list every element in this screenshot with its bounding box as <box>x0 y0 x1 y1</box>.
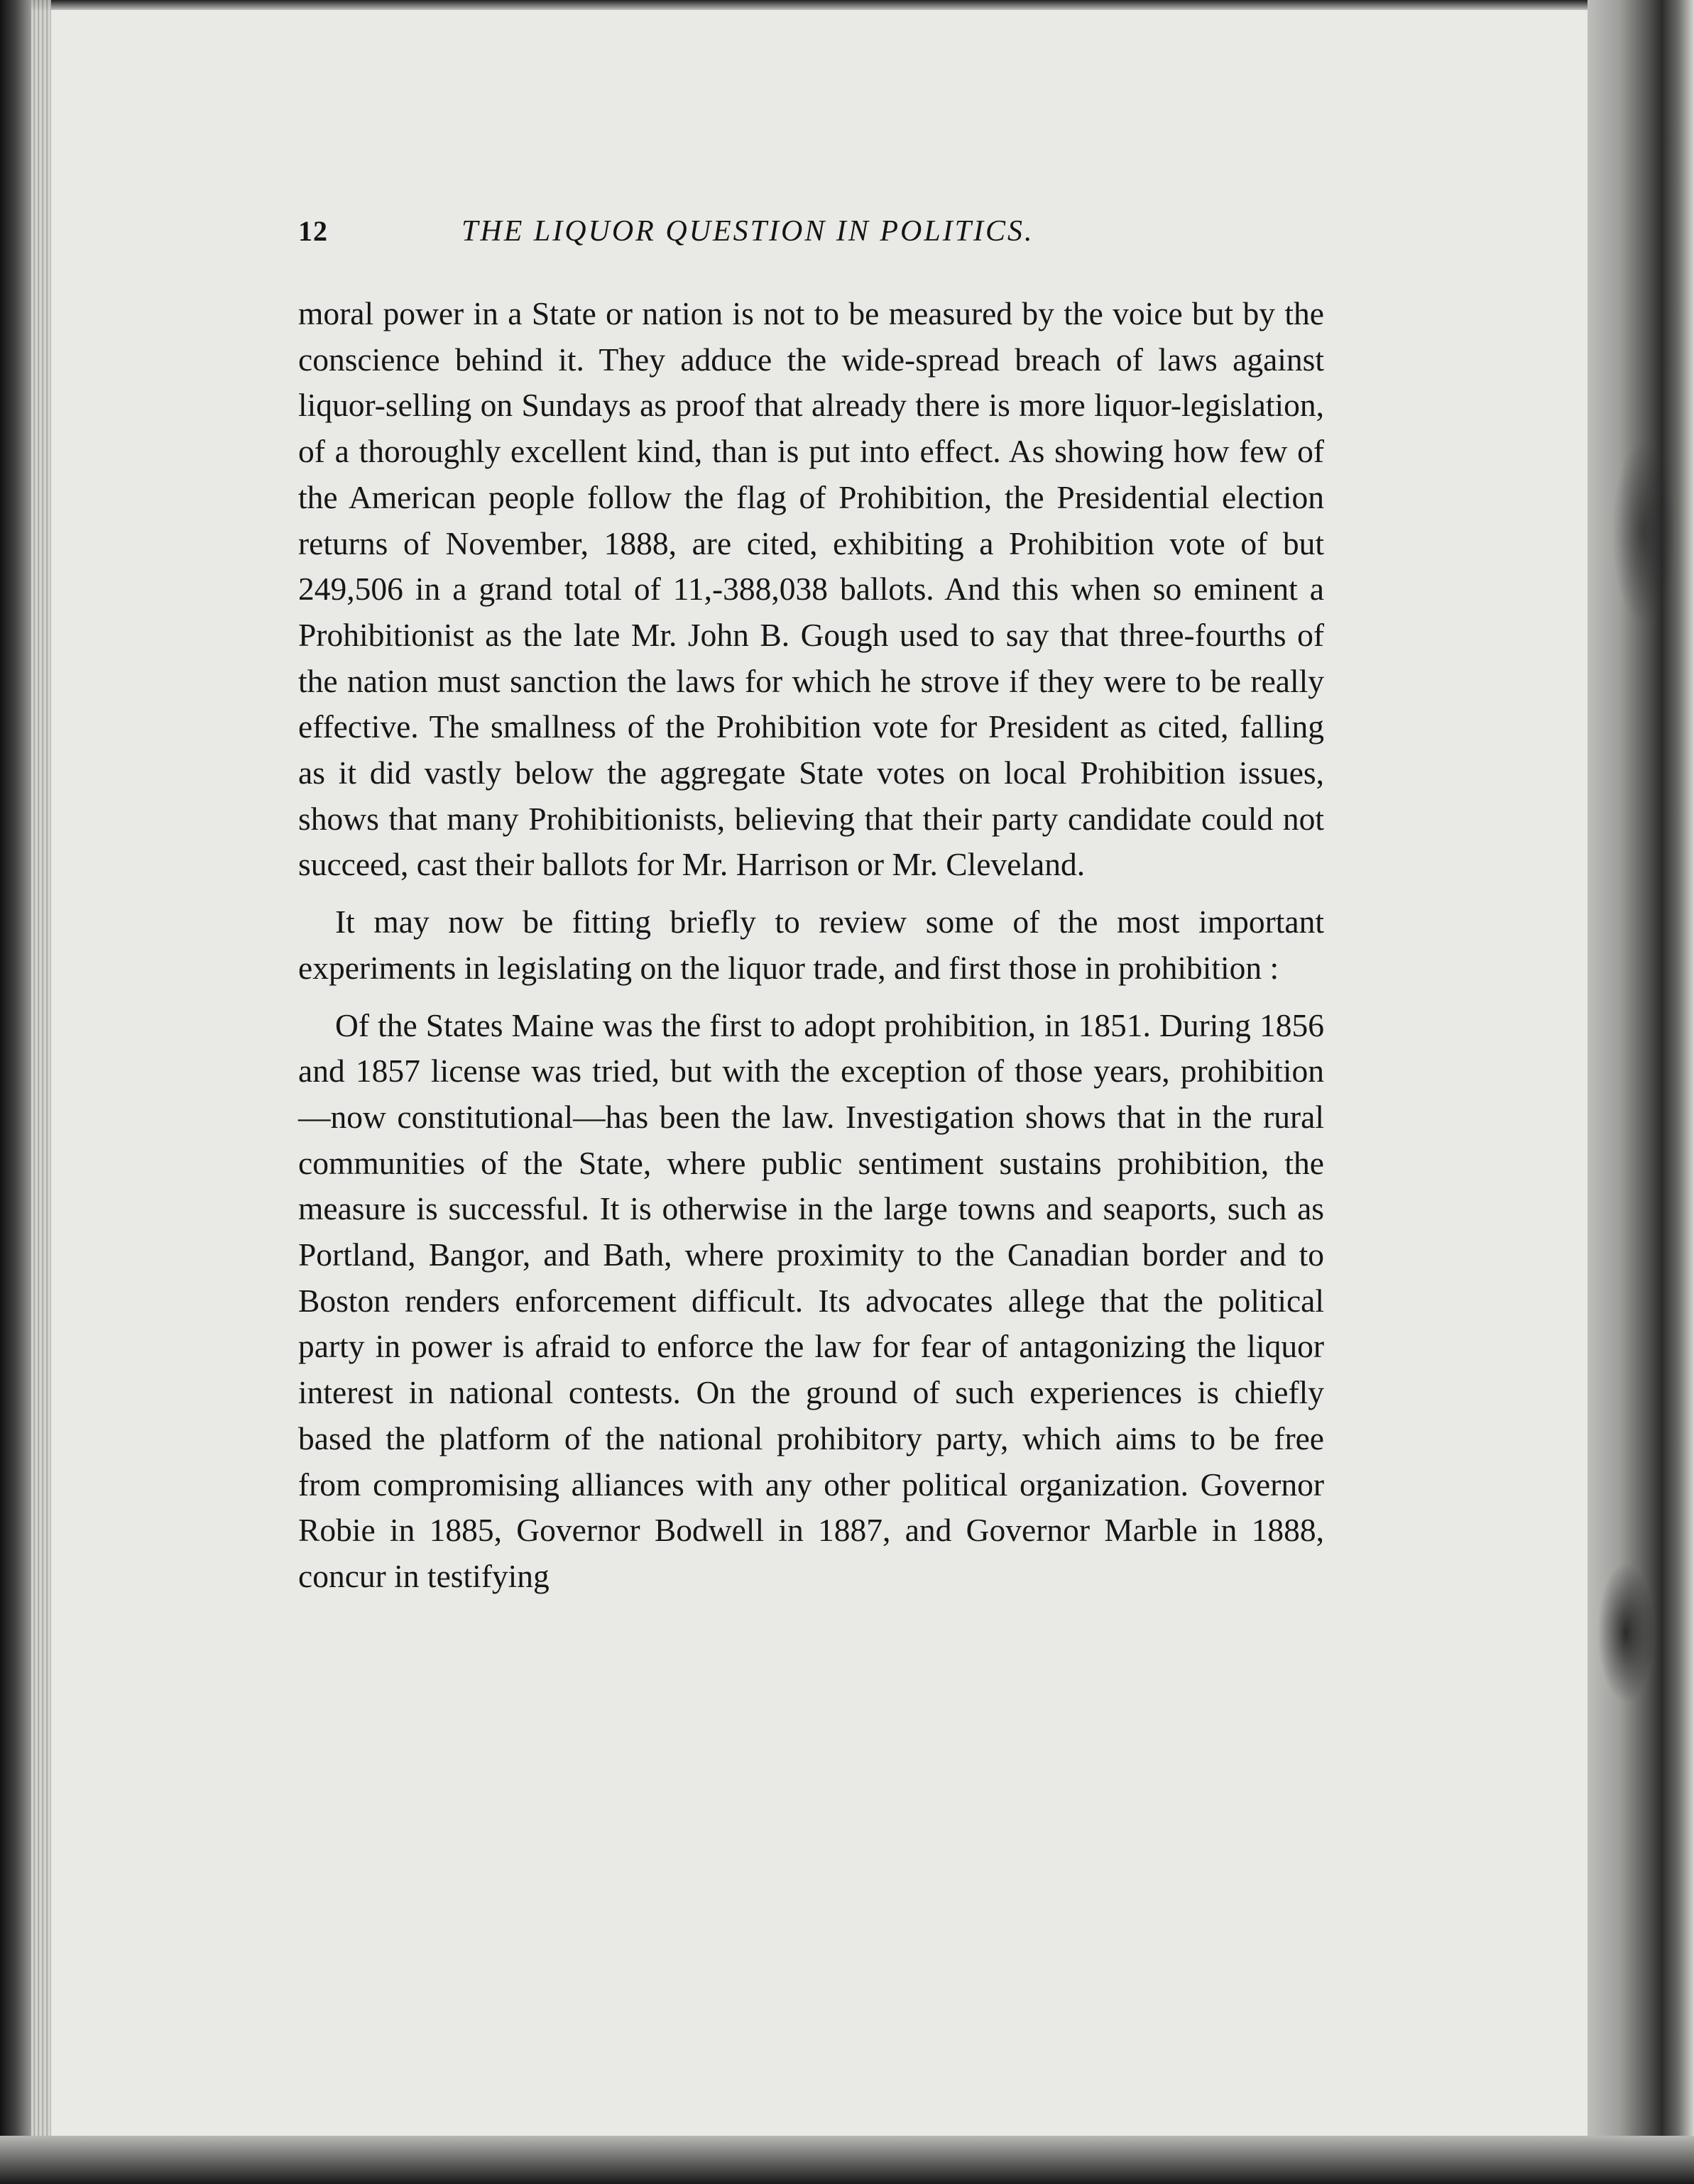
body-text <box>298 291 1324 1611</box>
scan-left-binding <box>0 0 31 2184</box>
ink-stain <box>1597 1562 1654 1703</box>
running-title: THE LIQUOR QUESTION IN POLITICS. <box>461 215 1034 248</box>
scan-top-edge <box>0 0 1694 10</box>
page-number: 12 <box>298 215 328 247</box>
paragraph-continued: moral power in a State or nation is not to be measured by the voice but by the conscience behind it. They adduce the wide-spread breach of laws against liquor-selling on Sundays as proof that already there is more liquor-legislation, of a thoroughly excellent kind, than is put into effect. As showing how few of the American people follow the flag of Prohibition, the Presidential election returns of November, 1888, are cited, exhibiting a Prohibition vote of but 249,506 in a grand total of 11,-388,038 ballots. And this when so eminent a Prohibitionist as the late Mr. John B. Gough used to say that three-fourths of the nation must sanction the laws for which he strove if they were to be really effective. The smallness of the Prohibition vote for President as cited, falling as it did vastly below the aggregate State votes on local Prohibition issues, shows that many Prohibitionists, believing that their party candidate could not succeed, cast their ballots for Mr. Harrison or Mr. Cleveland. <box>298 295 1324 883</box>
paragraph: It may now be fitting briefly to review some of the most important experiments in legislating on the liquor trade, and first those in prohibition : <box>298 904 1324 986</box>
scan-bottom-edge <box>0 2136 1694 2184</box>
scan-right-gutter <box>1588 0 1694 2184</box>
paragraph: Of the States Maine was the first to adopt prohibition, in 1851. During 1856 and 1857 license was tried, but with the exception of those years, prohibition—now constitutional—has been the law. Investigation shows that in the rural communities of the State, where public sentiment sustains prohibition, the measure is successful. It is otherwise in the large towns and seaports, such as Portland, Bangor, and Bath, where proximity to the Canadian border and to Boston renders enforcement difficult. Its advocates allege that the political party in power is afraid to enforce the law for fear of antagonizing the liquor interest in national contests. On the ground of such experiences is chiefly based the platform of the national prohibitory party, which aims to be free from compromising alliances with any other political organization. Governor Robie in 1885, Governor Bodwell in 1887, and Governor Marble in 1888, concur in testifying <box>298 1006 1324 1594</box>
page-edges-stack <box>31 0 51 2184</box>
ink-stain <box>1612 440 1676 625</box>
page-header <box>298 214 1179 257</box>
